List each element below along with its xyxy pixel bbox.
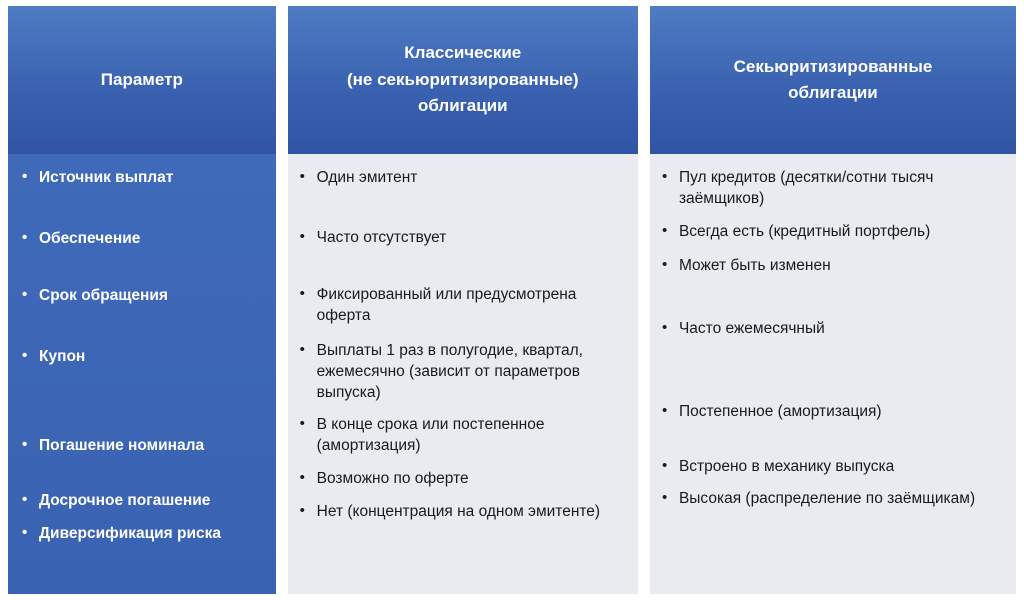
column-parameter-body: [8, 154, 276, 594]
column-securitized-bonds-header-line-2: облигации: [788, 83, 878, 102]
list-item: • Встроено в механику выпуска: [662, 457, 1004, 478]
list-item: • Источник выплат: [22, 168, 266, 189]
column-securitized-bonds-header-line-1: Секьюритизированные: [733, 56, 933, 76]
list-item: • Обеспечение: [22, 229, 266, 250]
parameter-list: [22, 168, 266, 544]
column-classic-bonds-header-line-2: (не секьюритизированные): [346, 69, 579, 89]
column-classic-bonds: [288, 6, 638, 594]
column-classic-bonds-header: [288, 6, 638, 154]
list-item: • В конце срока или постепенное (амортизация): [300, 415, 626, 457]
column-parameter-header-line-1: Параметр: [100, 69, 183, 89]
column-classic-bonds-body: [288, 154, 638, 594]
list-item: • Возможно по оферте: [300, 469, 626, 490]
column-classic-bonds-header-line-3: облигации: [417, 96, 508, 116]
column-parameter: [8, 6, 276, 594]
list-item: • Фиксированный или предусмотрена оферта: [300, 285, 626, 327]
list-item: • Досрочное погашение: [22, 491, 266, 512]
list-item: • Срок обращения: [22, 286, 266, 307]
list-item: • Высокая (распределение по заёмщикам): [662, 489, 1004, 510]
list-item: • Один эмитент: [300, 168, 626, 189]
column-parameter-header: [8, 6, 276, 154]
list-item: • Всегда есть (кредитный портфель): [662, 222, 1004, 243]
list-item: • Купон: [22, 347, 266, 368]
list-item: • Нет (концентрация на одном эмитенте): [300, 502, 626, 523]
list-item: • Диверсификация риска: [22, 524, 266, 545]
list-item: • Выплаты 1 раз в полугодие, квартал, ежемесячно (зависит от параметров выпуска): [300, 341, 626, 404]
column-securitized-bonds-body: [650, 154, 1016, 594]
classic-bonds-list: [300, 168, 626, 523]
list-item: • Часто ежемесячный: [662, 319, 1004, 340]
list-item: • Погашение номинала: [22, 436, 266, 457]
list-item: • Пул кредитов (десятки/сотни тысяч заёмщиков): [662, 168, 1004, 210]
column-securitized-bonds: [650, 6, 1016, 594]
column-classic-bonds-header-line-1: Классические: [404, 43, 522, 63]
list-item: • Постепенное (амортизация): [662, 402, 1004, 423]
column-securitized-bonds-header: [650, 6, 1016, 154]
list-item: • Часто отсутствует: [300, 228, 626, 249]
securitized-bonds-list: [662, 168, 1004, 510]
list-item: • Может быть изменен: [662, 256, 1004, 277]
